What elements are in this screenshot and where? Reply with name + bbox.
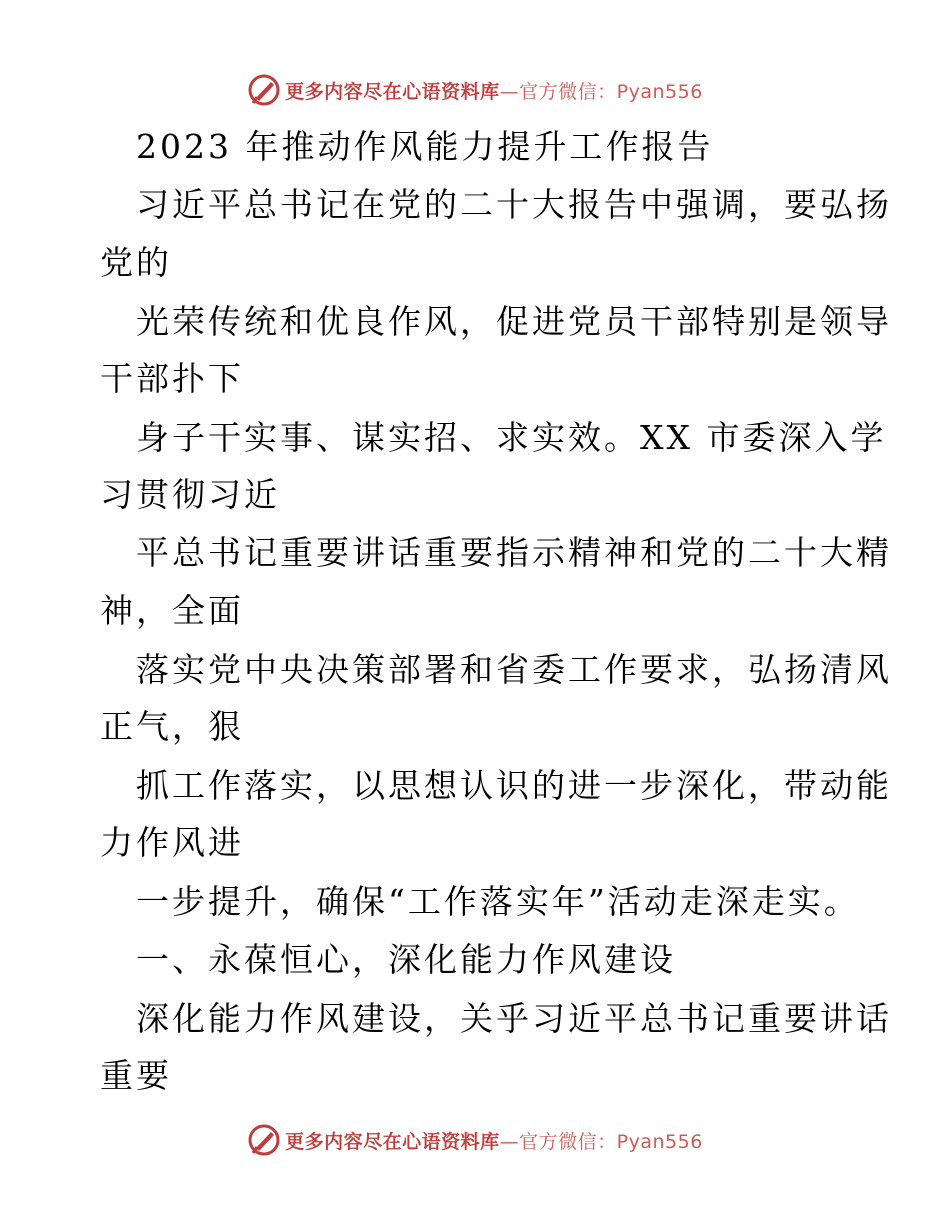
header-banner-tail: 官方微信：Pyan556	[519, 80, 703, 103]
pen-seal-icon	[247, 1123, 281, 1157]
footer-banner-sep: —	[499, 1130, 520, 1153]
header-banner-text	[285, 77, 703, 104]
paragraph-line: 落实党中央决策部署和省委工作要求，弘扬清风	[136, 650, 892, 689]
footer-banner	[0, 1120, 950, 1160]
paragraph-line: 神，全面	[100, 591, 244, 630]
footer-banner-tail: 官方微信：Pyan556	[519, 1130, 703, 1153]
document-title: 2023 年推动作风能力提升工作报告	[136, 127, 714, 166]
paragraph-line: 平总书记重要讲话重要指示精神和党的二十大精	[136, 533, 892, 572]
paragraph-line: 习贯彻习近	[100, 475, 280, 514]
pen-seal-icon	[247, 73, 281, 107]
paragraph-line: 党的	[100, 243, 172, 282]
section-heading: 一、永葆恒心，深化能力作风建设	[136, 940, 676, 979]
paragraph-line: 重要	[100, 1056, 172, 1095]
header-banner	[0, 70, 950, 110]
paragraph-line: 深化能力作风建设，关乎习近平总书记重要讲话	[136, 999, 892, 1038]
paragraph-line: 抓工作落实，以思想认识的进一步深化，带动能	[136, 766, 892, 805]
paragraph-line: 习近平总书记在党的二十大报告中强调，要弘扬	[136, 185, 892, 224]
paragraph-line: 干部扑下	[100, 359, 244, 398]
footer-banner-main: 更多内容尽在心语资料库	[285, 1130, 500, 1153]
header-banner-main: 更多内容尽在心语资料库	[285, 80, 500, 103]
paragraph-line: 身子干实事、谋实招、求实效。XX 市委深入学	[136, 418, 887, 457]
paragraph-line: 光荣传统和优良作风，促进党员干部特别是领导	[136, 302, 892, 341]
footer-banner-text	[285, 1127, 703, 1154]
paragraph-line: 力作风进	[100, 823, 244, 862]
paragraph-line: 一步提升，确保“工作落实年”活动走深走实。	[136, 882, 860, 921]
header-banner-sep: —	[499, 80, 520, 103]
paragraph-line: 正气，狠	[100, 707, 244, 746]
